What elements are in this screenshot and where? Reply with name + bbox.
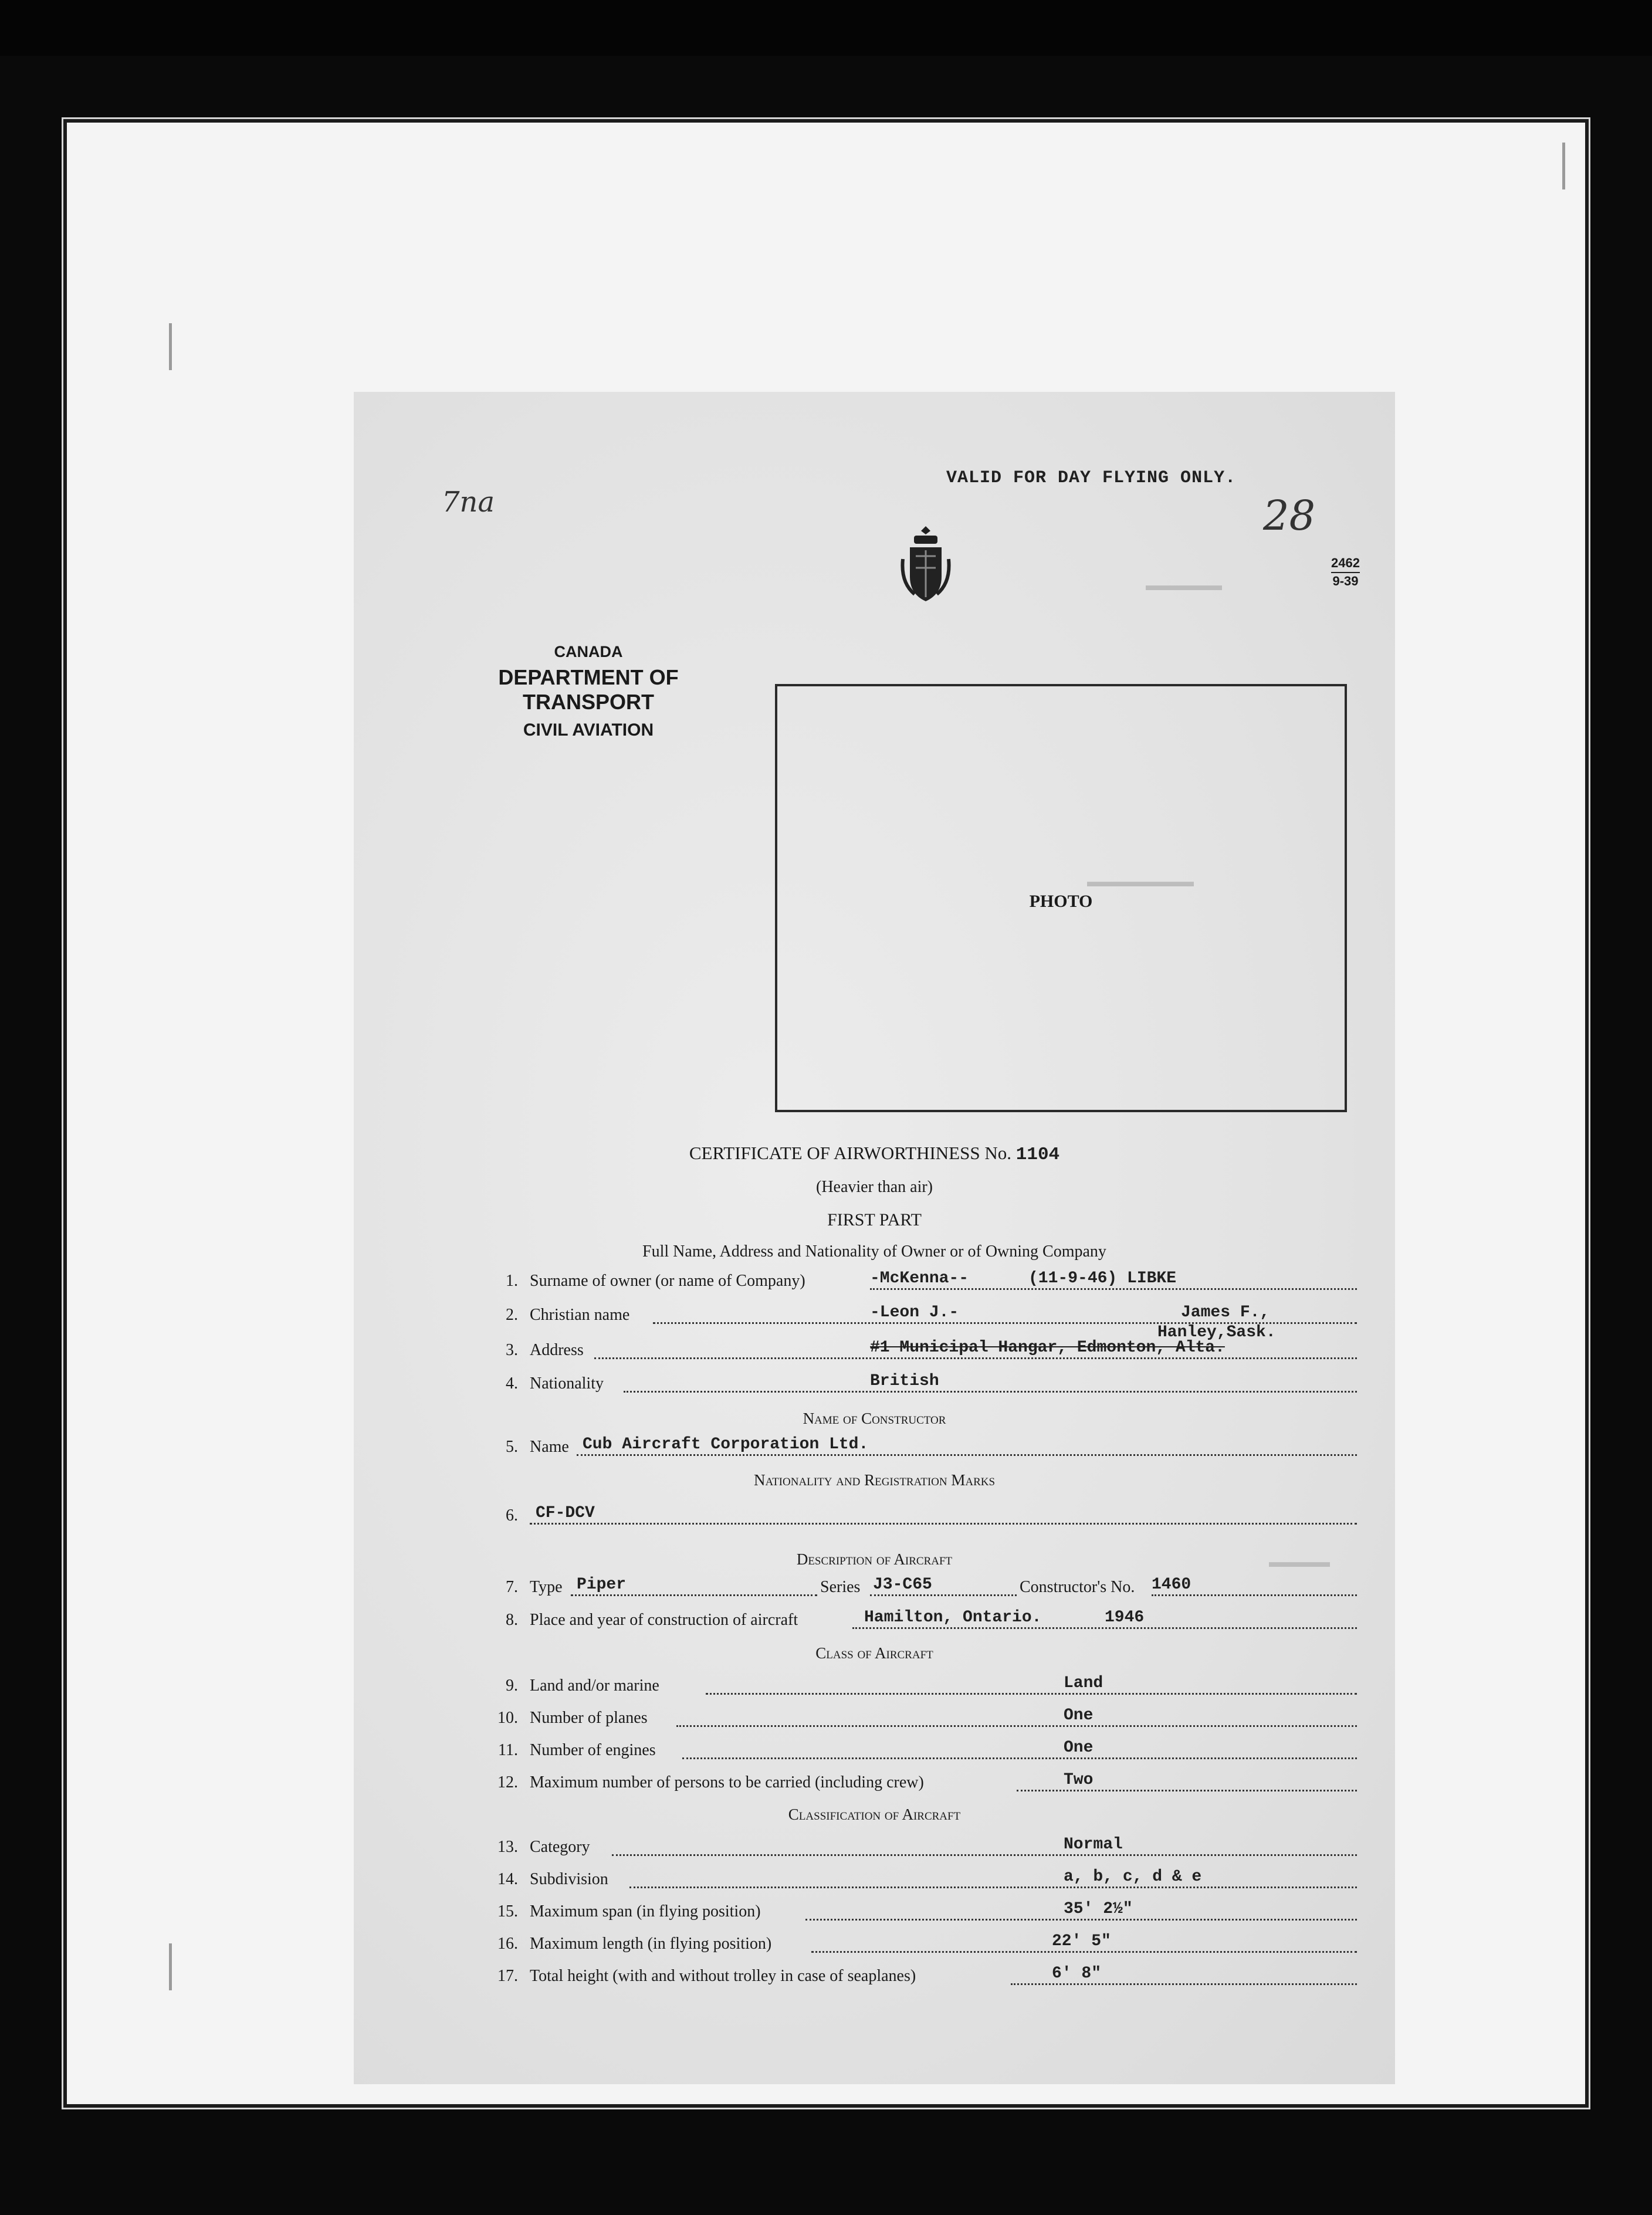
field-number: 10. [497,1709,518,1727]
field-number: 17. [497,1967,518,1985]
field-number: 7. [506,1578,518,1596]
field-number: 1. [506,1272,518,1290]
field-number: 9. [506,1677,518,1695]
certificate-subtitle: (Heavier than air) [816,1178,933,1196]
field-value: Hanley,Sask. [1157,1323,1276,1342]
field-land-marine [489,1674,1369,1700]
constructor-no-value: 1460 [1152,1576,1191,1594]
certificate-title [354,1143,1395,1165]
field-number: 4. [506,1374,518,1393]
field-value: Normal [1064,1835,1123,1854]
field-value: One [1064,1739,1094,1757]
field-label: Land and/or marine [530,1677,659,1695]
field-value: (11-9-46) LIBKE [1028,1269,1177,1288]
field-label: Maximum length (in flying position) [530,1935,772,1953]
constructor-no-label: Constructor's No. [1020,1578,1135,1596]
field-number: 6. [506,1506,518,1525]
field-number: 11. [498,1741,518,1759]
field-number: 16. [497,1935,518,1953]
field-value: a, b, c, d & e [1064,1868,1202,1886]
field-number: 3. [506,1341,518,1359]
field-value-year: 1946 [1105,1608,1145,1627]
field-value: Two [1064,1771,1094,1789]
field-number: 14. [497,1870,518,1888]
fill-line [629,1870,1357,1888]
fill-line [624,1374,1357,1393]
crop-mark [169,323,180,370]
field-max-persons [489,1773,1369,1797]
field-label: Total height (with and without trolley in case of seaplanes) [530,1967,916,1985]
department-line1: DEPARTMENT OF [498,665,679,689]
fill-line [706,1677,1357,1695]
fill-line [612,1838,1357,1856]
field-place-year [489,1608,1369,1634]
certificate-sheet [354,392,1395,2084]
valid-note: VALID FOR DAY FLYING ONLY. [946,468,1237,488]
field-type [489,1578,1369,1601]
field-value: British [870,1372,939,1390]
field-value: One [1064,1706,1094,1725]
top-border [0,0,1652,56]
field-number: 5. [506,1438,518,1456]
field-value-struck: -McKenna-- [870,1269,969,1288]
field-number-of-planes [489,1706,1369,1732]
field-value: 6' 8" [1052,1965,1102,1983]
field-label: Address [530,1341,584,1359]
field-value: 22' 5" [1052,1932,1111,1950]
field-value: Land [1064,1674,1103,1692]
field-label: Nationality [530,1374,604,1393]
field-label: Christian name [530,1306,630,1324]
series-value: J3-C65 [873,1576,932,1594]
scan-mount [62,117,1590,2109]
field-max-length [489,1932,1369,1958]
crop-mark [169,1943,180,1990]
owner-heading: Full Name, Address and Nationality of Owner or of Owning Company [642,1242,1106,1261]
form-number-code: 2462 [1331,556,1360,570]
field-registration [489,1506,1369,1530]
field-label: Name [530,1438,569,1456]
field-number: 15. [497,1902,518,1921]
handwritten-mark: 7na [442,486,495,519]
bleed-through: ▬▬▬▬▬▬▬ [1087,873,1194,890]
field-label: Number of planes [530,1709,648,1727]
handwritten-number: 28 [1263,492,1316,540]
form-number [1331,555,1360,590]
field-max-span [489,1902,1369,1926]
fill-line [530,1506,1357,1525]
bleed-through: ▬▬▬▬ [1269,1553,1330,1570]
field-subdivision [489,1870,1369,1894]
field-value: Hamilton, Ontario. [864,1608,1042,1627]
field-number: 8. [506,1611,518,1629]
field-value: Cub Aircraft Corporation Ltd. [583,1435,869,1454]
section-classification: Classification of Aircraft [788,1806,961,1823]
field-number: 2. [506,1306,518,1324]
certificate-title-text: CERTIFICATE OF AIRWORTHINESS No. [689,1143,1011,1163]
section-constructor: Name of Constructor [803,1410,946,1427]
field-number: 13. [497,1838,518,1856]
department-line2: TRANSPORT [523,690,654,714]
form-number-date: 9-39 [1331,572,1360,590]
field-value: Piper [577,1576,627,1594]
field-category [489,1835,1369,1861]
coat-of-arms-icon [899,524,952,612]
field-label: Maximum span (in flying position) [530,1902,761,1921]
certificate-part: FIRST PART [827,1210,922,1230]
certificate-number: 1104 [1015,1144,1060,1165]
series-label: Series [820,1578,861,1596]
fill-line [682,1741,1357,1759]
country: CANADA [554,643,623,661]
field-label: Subdivision [530,1870,608,1888]
field-label: Type [530,1578,563,1596]
field-label: Maximum number of persons to be carried (including crew) [530,1773,924,1791]
field-label: Place and year of construction of aircraft [530,1611,798,1629]
field-value-struck: -Leon J.- [870,1303,959,1322]
fill-line [676,1709,1357,1727]
field-number-of-engines [489,1741,1369,1764]
field-value: James F., [1181,1303,1270,1322]
field-address [489,1323,1369,1364]
field-value-struck: #1 Municipal Hangar, Edmonton, Alta. [870,1339,1225,1357]
field-owner-surname [489,1269,1369,1295]
photo-box [775,684,1347,1112]
bleed-through: ▬▬▬▬▬ [1146,577,1222,594]
section-registration: Nationality and Registration Marks [753,1471,996,1489]
field-label: Number of engines [530,1741,656,1759]
field-constructor-name [489,1435,1369,1461]
field-label: Surname of owner (or name of Company) [530,1272,805,1290]
field-number: 12. [497,1773,518,1791]
photo-label: PHOTO [1029,892,1093,911]
section-description: Description of Aircraft [796,1550,953,1568]
field-value: CF-DCV [536,1504,595,1522]
field-total-height [489,1967,1369,1990]
field-label: Category [530,1838,590,1856]
field-nationality [489,1374,1369,1398]
crop-mark [1562,143,1573,189]
field-value: 35' 2½" [1064,1900,1133,1918]
section-class: Class of Aircraft [815,1644,933,1662]
branch: CIVIL AVIATION [523,720,654,740]
